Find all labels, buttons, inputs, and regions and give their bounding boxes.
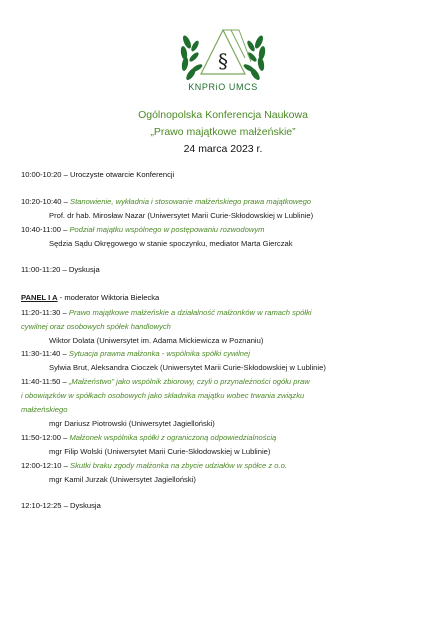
disc1-time: 11:00-11:20 – bbox=[21, 265, 67, 274]
talk7-speaker: mgr Kamil Jurzak (Uniwersytet Jagielloński) bbox=[49, 475, 196, 484]
program-talk-1 bbox=[21, 196, 431, 207]
talk2-time: 10:40-11:00 – bbox=[21, 225, 68, 234]
program-talk-5 bbox=[21, 376, 431, 387]
disc2-label: Dyskusja bbox=[70, 501, 101, 510]
conference-date: 24 marca 2023 r. bbox=[183, 143, 263, 155]
talk4-speaker: Sylwia Brut, Aleksandra Cioczek (Uniwersytet Marii Curie-Skłodowskiej w Lublinie) bbox=[49, 363, 326, 372]
talk7-time: 12:00-12:10 – bbox=[21, 461, 68, 470]
program-discussion-2 bbox=[21, 500, 431, 511]
talk2-title: Podział majątku wspólnego w postępowaniu rozwodowym bbox=[69, 225, 265, 234]
talk3-title-a: Prawo majątkowe małżeńskie a działalność małżonków w ramach spółki bbox=[68, 308, 312, 317]
conference-title: Ogólnopolska Konferencja Naukowa bbox=[138, 109, 308, 121]
program-talk-4 bbox=[21, 348, 431, 359]
talk3-title-b: cywilnej oraz osobowych spółek handlowych bbox=[21, 322, 171, 331]
panel-moderator: - moderator Wiktoria Bielecka bbox=[57, 293, 160, 302]
talk3-speaker: Wiktor Dolata (Uniwersytet im. Adama Mickiewicza w Poznaniu) bbox=[49, 336, 264, 345]
talk6-time: 11:50-12:00 – bbox=[21, 433, 68, 442]
talk2-speaker: Sędzia Sądu Okręgowego w stanie spoczynku, mediator Marta Gierczak bbox=[49, 239, 293, 248]
program-opening bbox=[21, 169, 431, 180]
panel-label: PANEL I A bbox=[21, 293, 58, 302]
disc1-label: Dyskusja bbox=[68, 265, 100, 274]
talk7-title: Skutki braku zgody małżonka na zbycie udziałów w spółce z o.o. bbox=[70, 461, 287, 470]
opening-label: Uroczyste otwarcie Konferencji bbox=[70, 170, 175, 179]
talk5-title-c-line bbox=[21, 404, 431, 415]
talk4-title: Sytuacja prawna małżonka - wspólnika spółki cywilnej bbox=[68, 349, 250, 358]
program-talk-3 bbox=[21, 307, 431, 318]
panel-heading bbox=[21, 292, 431, 303]
conference-subtitle: „Prawo majątkowe małżeńskie” bbox=[150, 126, 296, 138]
talk4-time: 11:30-11:40 – bbox=[21, 349, 67, 358]
talk5-title-c: małżeńskiego bbox=[21, 405, 68, 414]
talk5-title-b-line bbox=[21, 390, 431, 401]
opening-time: 10:00-10:20 – bbox=[21, 170, 68, 179]
talk5-time: 11:40-11:50 – bbox=[21, 377, 67, 386]
talk5-title-b: i obowiązków w spółkach osobowych jako składnika majątku wobec trwania związku bbox=[21, 391, 305, 400]
talk5-speaker: mgr Dariusz Piotrowski (Uniwersytet Jagielloński) bbox=[49, 419, 215, 428]
talk1-title: Stanowienie, wykładnia i stosowanie małżeńskiego prawa majątkowego bbox=[70, 197, 312, 206]
talk3-title-b-line bbox=[21, 321, 431, 332]
talk3-time: 11:20-11:30 – bbox=[21, 308, 67, 317]
talk5-title-a: „Małżeństwo” jako wspólnik zbiorowy, czyli o przynależności ogółu praw bbox=[68, 377, 310, 386]
talk1-time: 10:20-10:40 – bbox=[21, 197, 68, 206]
program-talk-7 bbox=[21, 460, 431, 471]
talk6-speaker: mgr Filip Wolski (Uniwersytet Marii Curie-Skłodowskiej w Lublinie) bbox=[49, 447, 271, 456]
disc2-time: 12:10-12:25 – bbox=[21, 501, 68, 510]
talk1-speaker: Prof. dr hab. Mirosław Nazar (Uniwersytet Marii Curie-Skłodowskiej w Lublinie) bbox=[49, 211, 314, 220]
org-name: KNPRiO UMCS bbox=[188, 82, 258, 92]
program-discussion-1 bbox=[21, 264, 431, 275]
program-talk-6 bbox=[21, 432, 431, 443]
svg-text:§: § bbox=[218, 49, 228, 73]
talk6-title: Małżonek wspólnika spółki z ograniczoną odpowiedzialnością bbox=[69, 433, 277, 442]
program-talk-2 bbox=[21, 224, 431, 235]
